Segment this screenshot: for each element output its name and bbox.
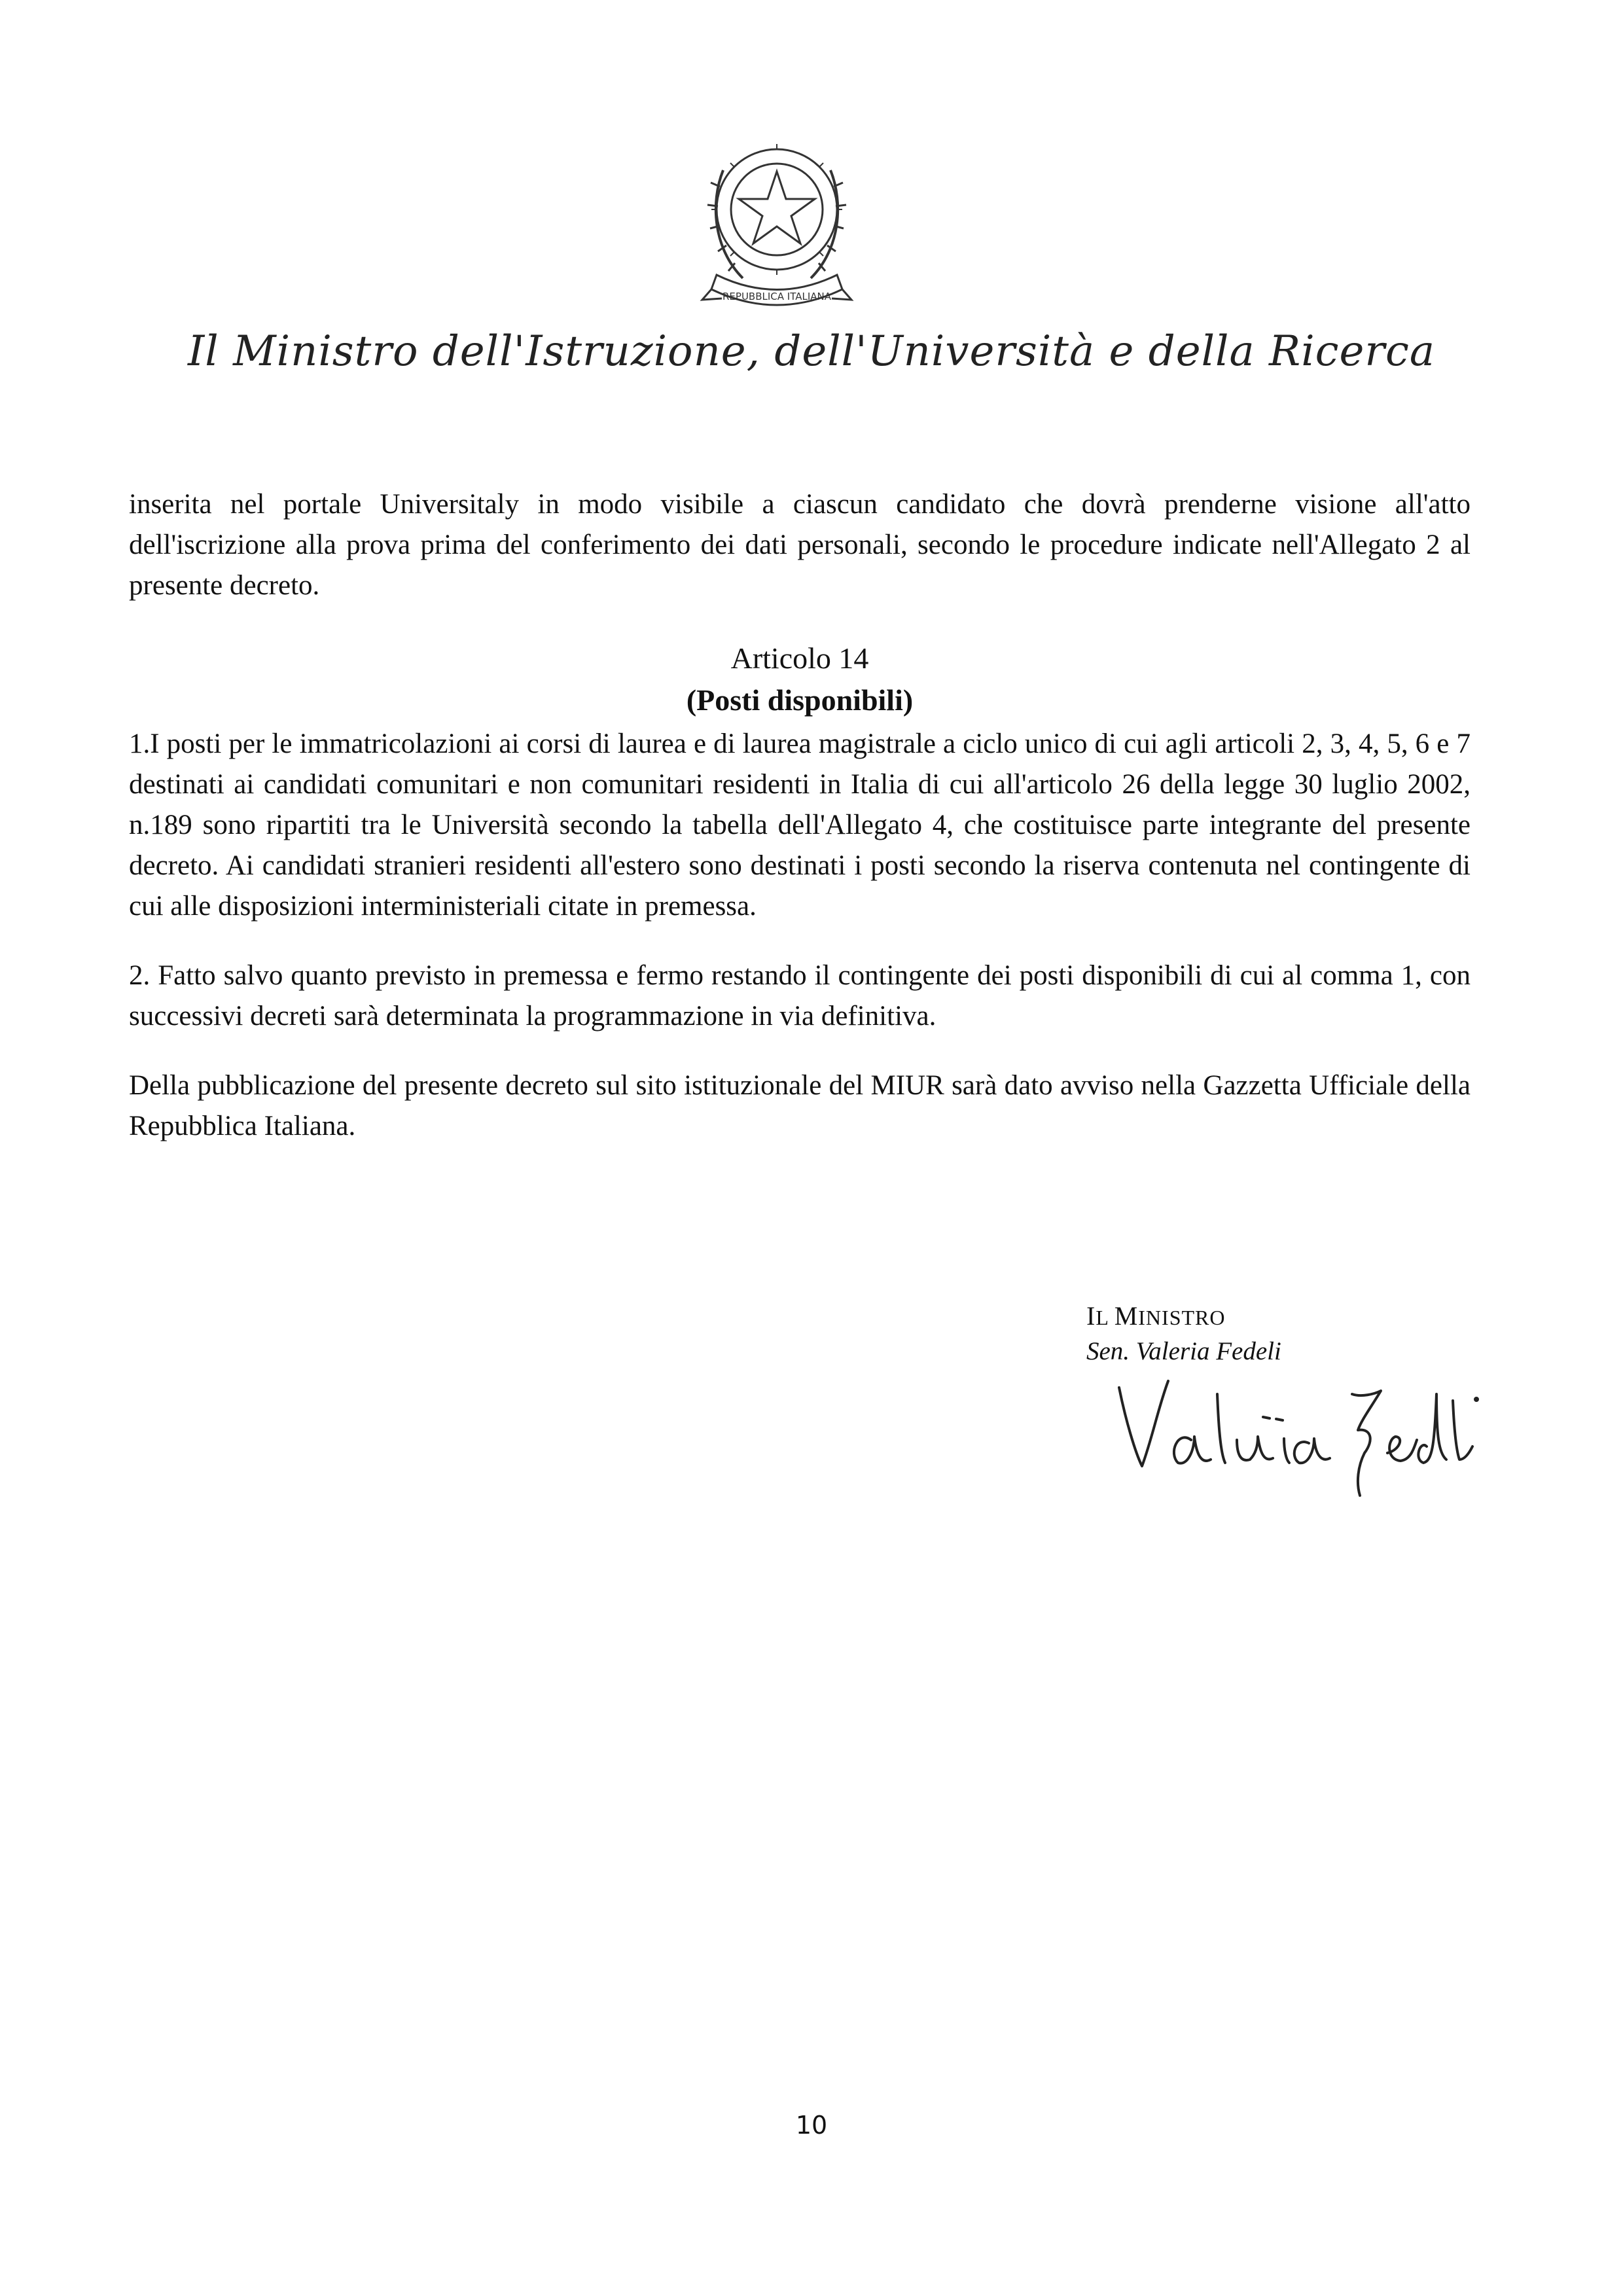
signature-block: [1086, 1299, 1479, 1369]
handwritten-signature-icon: [1113, 1368, 1479, 1499]
page-number: 10: [795, 2111, 828, 2140]
emblem-text: REPUBBLICA ITALIANA: [722, 291, 831, 302]
article-title: (Posti disponibili): [686, 683, 914, 717]
article-number: Articolo 14: [730, 641, 869, 675]
article-heading: [129, 637, 1471, 721]
article-paragraph-2: 2. Fatto salvo quanto previsto in premessa e fermo restando il contingente dei posti disponibili di cui al comma 1, con successivi decreti sarà determinata la programmazione in via definitiva.: [129, 960, 1471, 1031]
signatory-role: IL MINISTRO: [1086, 1301, 1226, 1331]
document-body: [129, 484, 1471, 1147]
signatory-name: Sen. Valeria Fedeli: [1086, 1337, 1281, 1365]
republic-emblem-icon: [690, 124, 864, 327]
ministry-title: Il Ministro dell'Istruzione, dell'Università e della Ricerca: [188, 327, 1435, 376]
closing-paragraph: Della pubblicazione del presente decreto sul sito istituzionale del MIUR sarà dato avviso nella Gazzetta Ufficiale della Repubblica Italiana.: [129, 1070, 1471, 1141]
article-paragraph-1: 1.I posti per le immatricolazioni ai corsi di laurea e di laurea magistrale a ciclo unico di cui agli articoli 2, 3, 4, 5, 6 e 7 destinati ai candidati comunitari e non comunitari residenti in Italia di cui all'articolo 26 della legge 30 luglio 2002, n.189 sono ripartiti tra le Università secondo la tabella dell'Allegato 4, che costituisce parte integrante del presente decreto. Ai candidati stranieri residenti all'estero sono destinati i posti secondo la riserva contenuta nel contingente di cui alle disposizioni interministeriali citate in premessa.: [129, 728, 1471, 922]
intro-paragraph: inserita nel portale Universitaly in modo visibile a ciascun candidato che dovrà prenderne visione all'atto dell'iscrizione alla prova prima del conferimento dei dati personali, secondo le procedure indicate nell'Allegato 2 al presente decreto.: [129, 489, 1471, 601]
